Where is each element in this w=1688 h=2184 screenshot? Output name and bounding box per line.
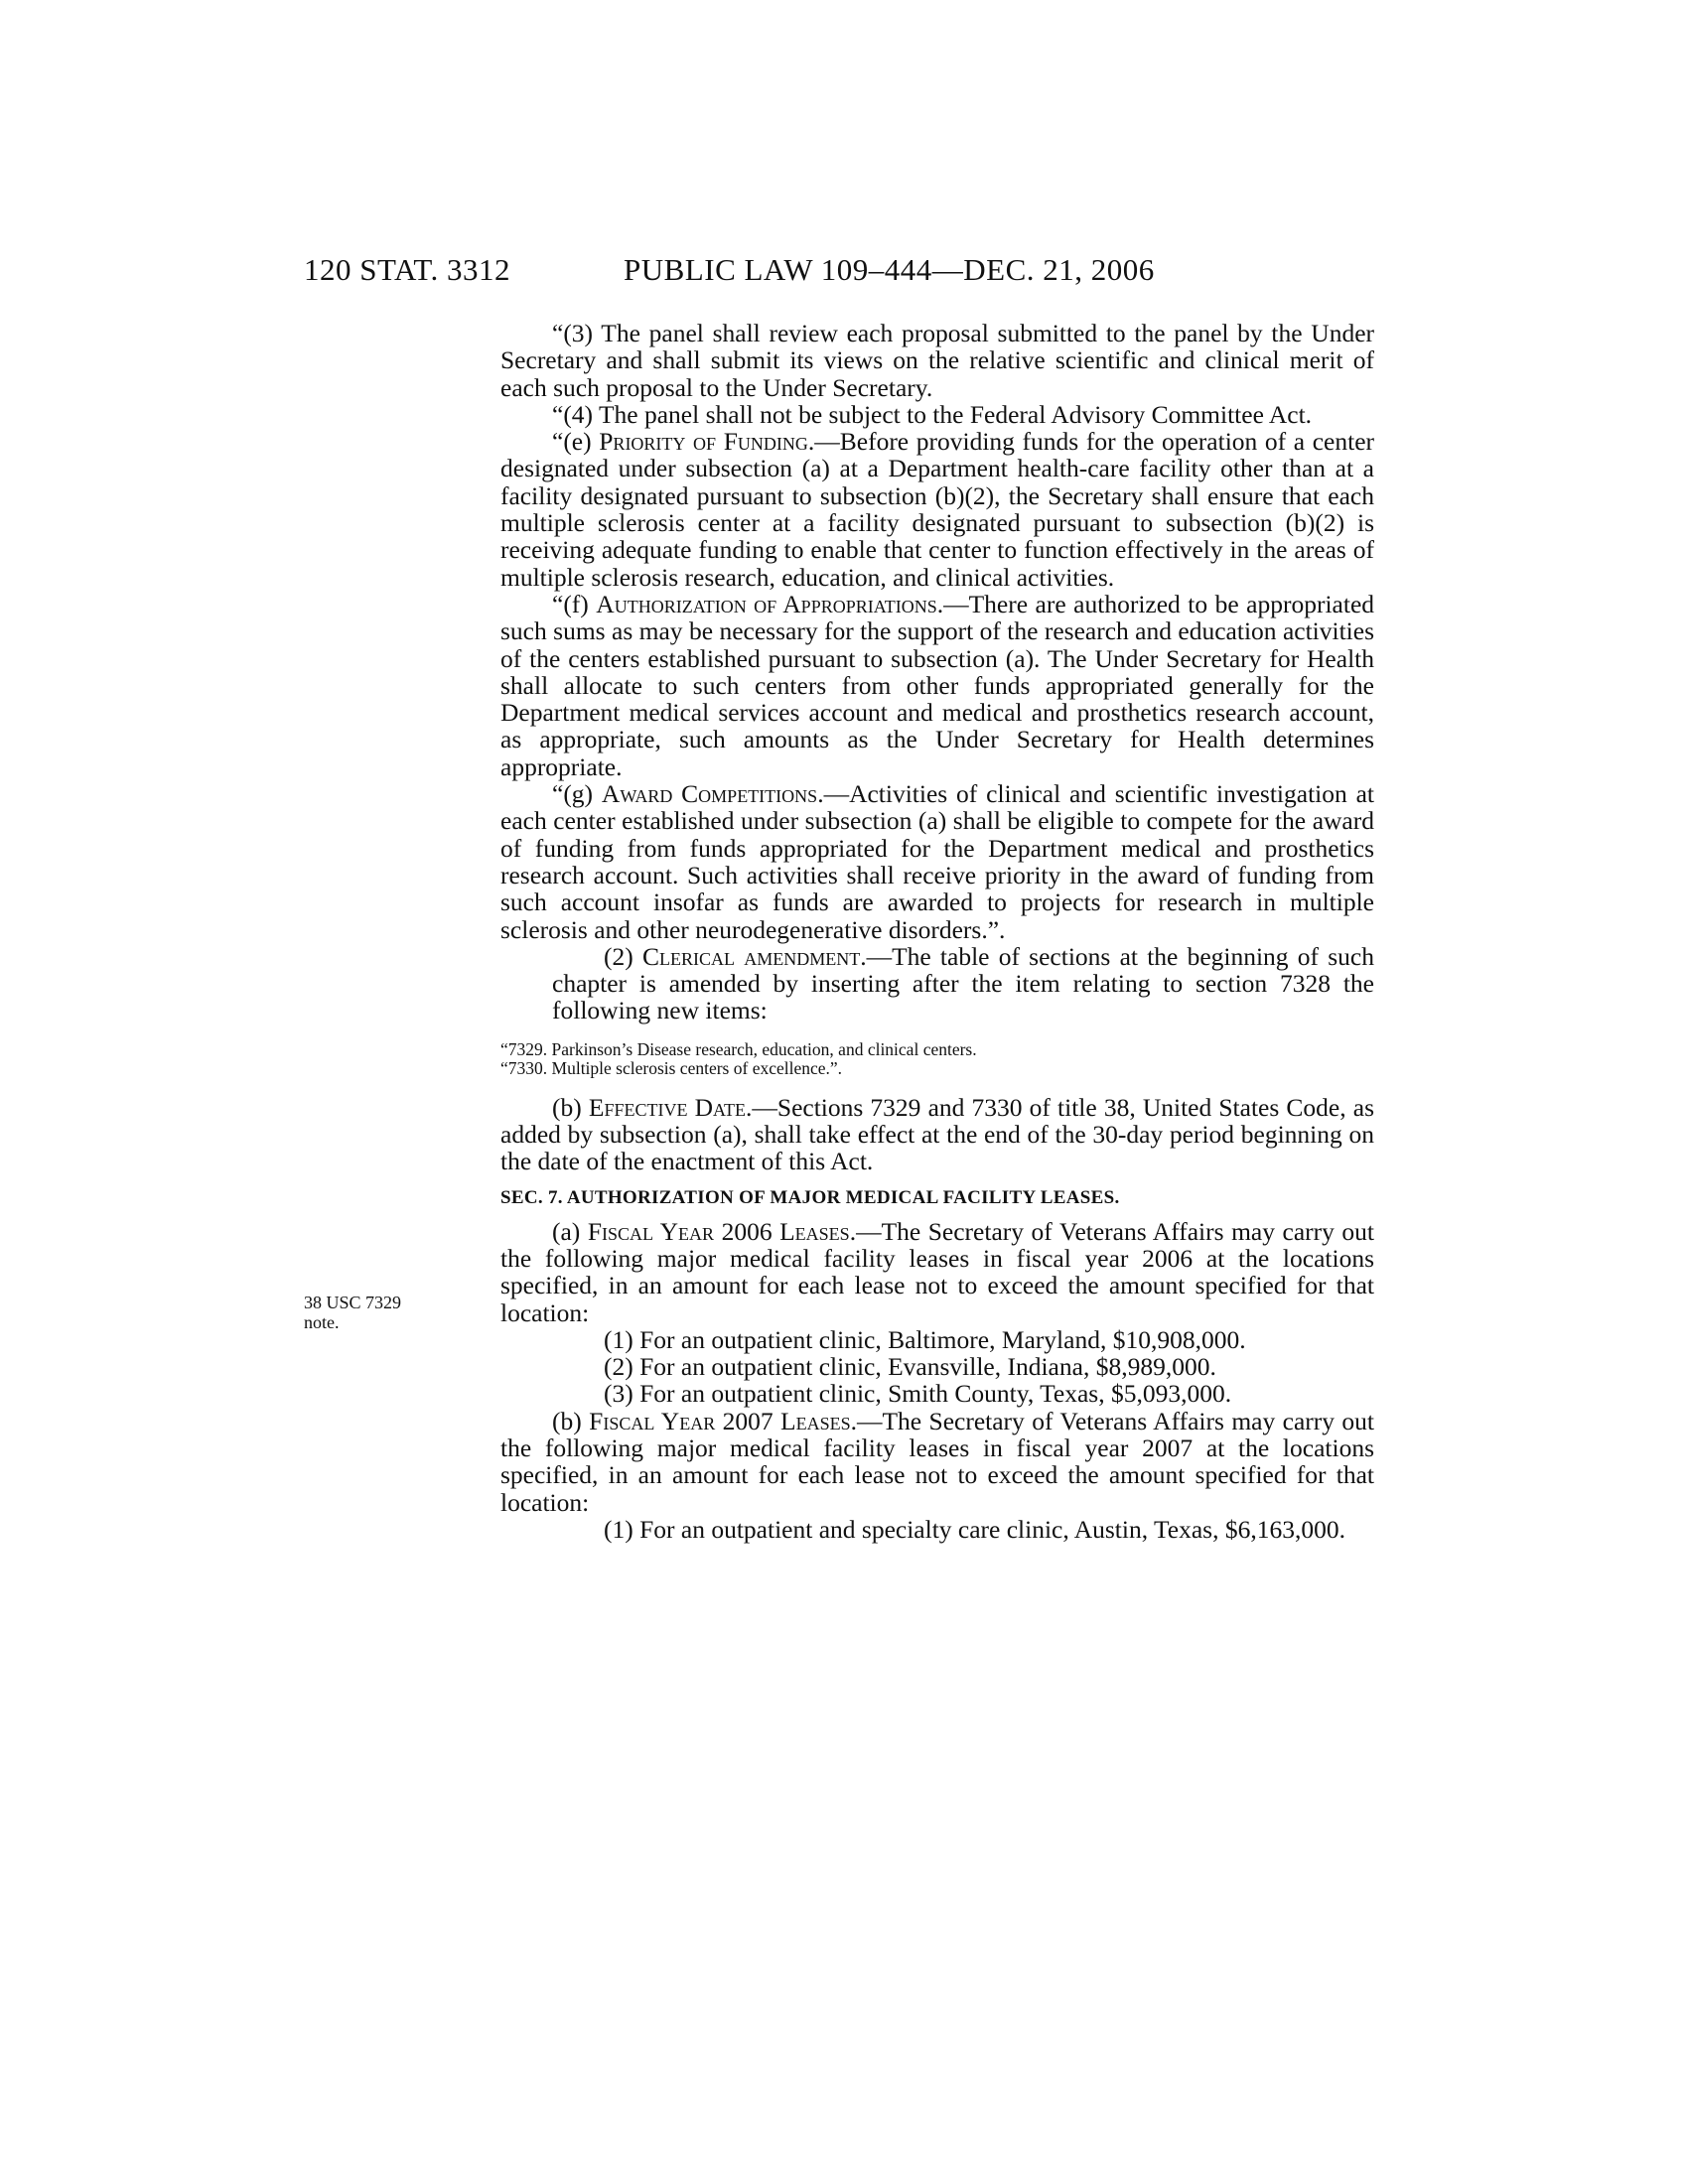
paragraph-lead: (2) xyxy=(604,941,642,971)
paragraph-text: .—There are authorized to be appropriated such sums as may be necessary for the support of the research and education activities of the centers established pursuant to subsection (a). The Under Secretary for Health shall allocate to such centers from other funds appropriated generally for the Department medical services account and medical and prosthetics research account, as appropriate, such amounts as the Under Secretary for Health determines appropriate. xyxy=(500,589,1375,781)
margin-note-citation: 38 USC 7329 xyxy=(304,1293,402,1312)
margin-note xyxy=(304,1293,433,1332)
table-of-sections xyxy=(500,1040,1374,1078)
paragraph-heading: Award Competitions xyxy=(601,779,818,809)
toc-item-7329: “7329. Parkinson’s Disease research, education, and clinical centers. xyxy=(500,1038,977,1059)
paragraph-heading: Priority of Funding xyxy=(599,427,808,457)
toc-item-7330: “7330. Multiple sclerosis centers of excellence.”. xyxy=(500,1057,843,1078)
public-law-citation: PUBLIC LAW 109–444—DEC. 21, 2006 xyxy=(624,252,1155,287)
page-header xyxy=(304,252,1535,292)
paragraph-clerical-amendment xyxy=(500,943,1374,1024)
paragraph-fy2006-leases xyxy=(500,1218,1374,1326)
spacer xyxy=(500,1024,1374,1040)
paragraph-text: .—The table of sections at the beginning of such chapter is amended by inserting after the item relating to section 7328 the following new items: xyxy=(552,941,1374,1025)
paragraph-heading: Fiscal Year 2007 Leases xyxy=(589,1406,851,1435)
paragraph-text: .—The Secretary of Veterans Affairs may carry out the following major medical facility leases in fiscal year 2007 at the locations specified, in an amount for each lease not to exceed the amount specified for that location: xyxy=(500,1406,1374,1517)
statute-page-number: 120 STAT. 3312 xyxy=(304,252,511,287)
section-7-heading: SEC. 7. AUTHORIZATION OF MAJOR MEDICAL FACILITY LEASES. xyxy=(500,1186,1120,1208)
paragraph-lead: “(f) xyxy=(552,589,597,618)
lease-item-smith-county: (3) For an outpatient clinic, Smith County, Texas, $5,093,000. xyxy=(604,1379,1232,1409)
margin-note-label: note. xyxy=(304,1312,340,1332)
paragraph-4: “(4) The panel shall not be subject to the Federal Advisory Committee Act. xyxy=(552,399,1313,429)
paragraph-text: .—The Secretary of Veterans Affairs may carry out the following major medical facility leases in fiscal year 2006 at the locations specified, in an amount for each lease not to exceed the amount specified for that location: xyxy=(500,1216,1374,1327)
paragraph-g-award-competitions xyxy=(500,780,1374,943)
paragraph-heading: Effective Date xyxy=(588,1092,747,1122)
paragraph-fy2007-leases xyxy=(500,1408,1374,1516)
paragraph-lead: (b) xyxy=(552,1406,590,1435)
paragraph-effective-date xyxy=(500,1094,1374,1175)
paragraph-heading: Fiscal Year 2006 Leases xyxy=(587,1216,850,1246)
lease-item-baltimore: (1) For an outpatient clinic, Baltimore, Maryland, $10,908,000. xyxy=(604,1324,1246,1354)
paragraph-heading: Clerical amendment xyxy=(641,941,861,971)
paragraph-text: .—Activities of clinical and scientific investigation at each center established under subsection (a) shall be eligible to compete for the award of funding from funds appropriated for the Department medical and prosthetics research account. Such activities shall receive priority in the award of funding from such account insofar as funds are awarded to projects for research in multiple sclerosis and other neurodegenerative disorders.”. xyxy=(500,779,1374,944)
paragraph-text: .—Before providing funds for the operation of a center designated under subsection (a) at a Department health-care facility other than at a facility designated pursuant to subsection (b)(2), the Secretary shall ensure that each multiple sclerosis center at a facility designated pursuant to subsection (b)(2) is receiving adequate funding to enable that center to function effectively in the areas of multiple sclerosis research, education, and clinical activities. xyxy=(500,427,1375,592)
paragraph-3: “(3) The panel shall review each proposal submitted to the panel by the Under Secretary and shall submit its views on the relative scientific and clinical merit of each such proposal to the Under Secretary. xyxy=(500,319,1374,402)
lease-item-austin: (1) For an outpatient and specialty care clinic, Austin, Texas, $6,163,000. xyxy=(604,1514,1345,1544)
paragraph-lead: (b) xyxy=(552,1092,589,1122)
paragraph-lead: “(e) xyxy=(552,427,600,457)
spacer xyxy=(500,1078,1374,1094)
paragraph-f-authorization xyxy=(500,591,1374,780)
paragraph-lead: (a) xyxy=(552,1216,588,1246)
body-text xyxy=(500,320,1374,1543)
paragraph-e-priority-of-funding xyxy=(500,428,1374,591)
lease-item-evansville: (2) For an outpatient clinic, Evansville, Indiana, $8,989,000. xyxy=(604,1352,1216,1382)
paragraph-heading: Authorization of Appropriations xyxy=(596,589,937,618)
paragraph-text: .—Sections 7329 and 7330 of title 38, United States Code, as added by subsection (a), shall take effect at the end of the 30-day period beginning on the date of the enactment of this Act. xyxy=(500,1092,1375,1176)
paragraph-lead: “(g) xyxy=(552,779,602,809)
